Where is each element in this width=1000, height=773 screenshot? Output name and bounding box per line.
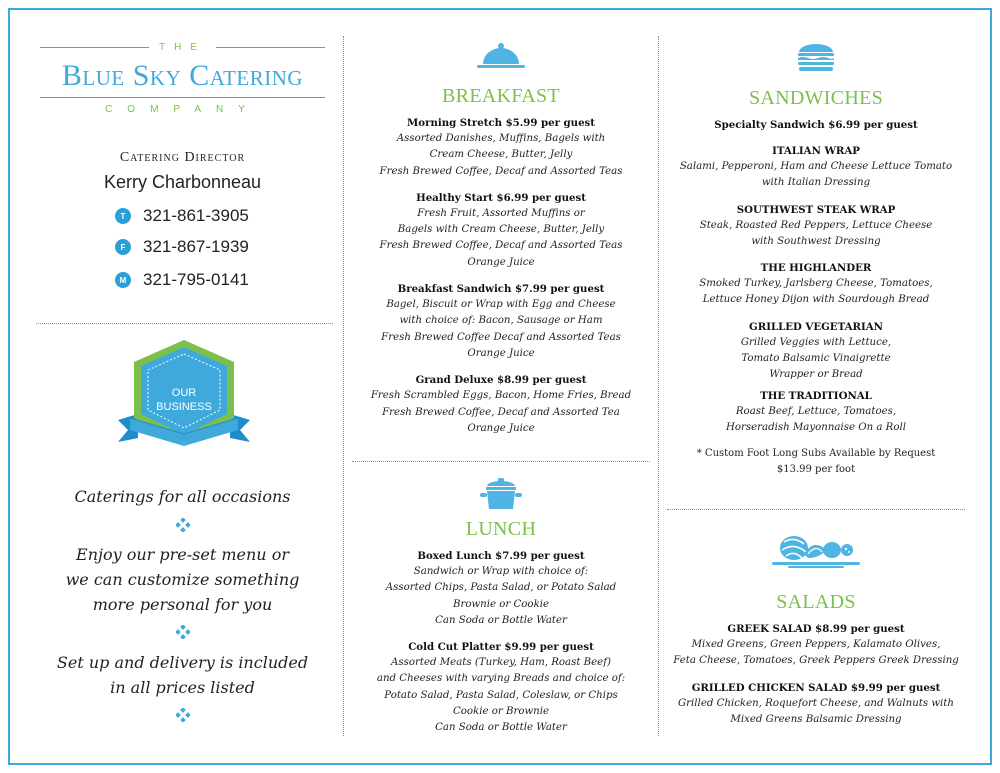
director-name: Kerry Charbonneau [103, 172, 262, 192]
menu-item: Morning Stretch $5.99 per guest Assorted Danishes, Muffins, Bagels with Cream Cheese, Butter, Jelly Fresh Brewed Coffee, Decaf and Assorted Teas [353, 115, 649, 180]
custom-subs-note: * Custom Foot Long Subs Available by Request $13.99 per foot [696, 448, 936, 476]
menu-item-title: Breakfast Sandwich $7.99 per guest [397, 283, 605, 296]
logo-company: COMPANY [105, 104, 260, 115]
lunch-section [353, 477, 649, 737]
phone-row [115, 206, 249, 226]
menu-item-title: GRILLED CHICKEN SALAD $9.99 per guest [691, 681, 941, 694]
menu-item-title: THE HIGHLANDER [760, 262, 872, 275]
menu-item: SOUTHWEST STEAK WRAP Steak, Roasted Red Peppers, Lettuce Cheese with Southwest Dressing [667, 202, 965, 251]
salads-title: SALADS [776, 591, 856, 613]
column-divider-1 [343, 36, 344, 736]
contact-block [40, 150, 325, 193]
logo-rule [40, 97, 325, 98]
column-divider-2 [658, 36, 659, 736]
menu-item-title: SOUTHWEST STEAK WRAP [736, 203, 896, 216]
tagline-2: Enjoy our pre-set menu or we can customize something more personal for you [65, 545, 300, 614]
menu-item: Boxed Lunch $7.99 per guest Sandwich or Wrap with choice of: Assorted Chips, Pasta Salad, or Potato Salad Brownie or Cookie Can Soda or Bottle Water [353, 548, 649, 629]
mobile-badge-icon: M [115, 272, 131, 288]
logo-the: THE [159, 42, 206, 53]
fax-number: 321-867-1939 [143, 237, 249, 256]
sandwiches-salads-divider [667, 509, 965, 510]
diamond-separator-icon [176, 625, 190, 639]
menu-item-title: Morning Stretch $5.99 per guest [407, 117, 595, 129]
director-title: Catering Director [119, 150, 246, 165]
menu-item: THE HIGHLANDER Smoked Turkey, Jarlsberg Cheese, Tomatoes, Lettuce Honey Dijon with Sourdough Bread [667, 260, 965, 309]
logo-name: Blue Sky Catering [61, 59, 304, 92]
our-business-badge [116, 338, 252, 454]
menu-item: GREEK SALAD $8.99 per guest Mixed Greens, Green Peppers, Kalamato Olives, Feta Cheese, Tomatoes, Greek Peppers Greek Dressing [667, 621, 965, 670]
breakfast-title: BREAKFAST [442, 85, 560, 107]
phone-row [115, 237, 249, 257]
salad-icon [768, 532, 864, 572]
menu-item-title: Boxed Lunch $7.99 per guest [417, 550, 585, 562]
menu-item-title: ITALIAN WRAP [772, 145, 860, 157]
company-logo [40, 42, 325, 115]
tagline-3: Set up and delivery is included in all prices listed [56, 653, 309, 697]
breakfast-lunch-divider [352, 461, 650, 462]
tagline-1: Caterings for all occasions [74, 487, 291, 506]
menu-item: Cold Cut Platter $9.99 per guest Assorted Meats (Turkey, Ham, Roast Beef) and Cheeses with varying Breads and choice of: Potato Salad, Pasta Salad, Coleslaw, or Chips Cookie or Brownie Can Soda or Bottle Water [353, 639, 649, 736]
diamond-separator-icon [176, 708, 190, 722]
menu-item: THE TRADITIONAL Roast Beef, Lettuce, Tomatoes, Horseradish Mayonnaise On a Roll [667, 388, 965, 437]
menu-item-title: GREEK SALAD $8.99 per guest [727, 623, 905, 635]
phone-number: 321-861-3905 [143, 206, 249, 225]
menu-item: GRILLED VEGETARIAN Grilled Veggies with Lettuce, Tomato Balsamic Vinaigrette Wrapper or Bread [667, 319, 965, 384]
menu-item: Breakfast Sandwich $7.99 per guest Bagel, Biscuit or Wrap with Egg and Cheese with choice of: Bacon, Sausage or Ham Fresh Brewed Coffee Decaf and Assorted Teas Orange Juice [353, 281, 649, 362]
sandwiches-section [667, 42, 965, 478]
pot-icon [479, 477, 523, 511]
cloche-icon [475, 42, 527, 72]
menu-item-title: GRILLED VEGETARIAN [749, 320, 883, 333]
diamond-separator-icon [176, 518, 190, 532]
menu-item: GRILLED CHICKEN SALAD $9.99 per guest Grilled Chicken, Roquefort Cheese, and Walnuts with Mixed Greens Balsamic Dressing [667, 680, 965, 729]
menu-item: Healthy Start $6.99 per guest Fresh Fruit, Assorted Muffins or Bagels with Cream Cheese, Butter, Jelly Fresh Brewed Coffee, Decaf and Assorted Teas Orange Juice [353, 190, 649, 271]
menu-item-title: THE TRADITIONAL [760, 389, 872, 402]
logo-the-row [40, 42, 325, 53]
menu-item-title: Grand Deluxe $8.99 per guest [415, 374, 587, 387]
lunch-title: LUNCH [465, 518, 537, 540]
salads-section [667, 532, 965, 728]
breakfast-section [353, 42, 649, 437]
phone-badge-icon: T [115, 208, 131, 224]
menu-item: ITALIAN WRAP Salami, Pepperoni, Ham and Cheese Lettuce Tomato with Italian Dressing [667, 143, 965, 192]
menu-item: Grand Deluxe $8.99 per guest Fresh Scrambled Eggs, Bacon, Home Fries, Bread Fresh Brewed Coffee, Decaf and Assorted Tea Orange Juice [353, 372, 649, 437]
sandwiches-intro: Specialty Sandwich $6.99 per guest [714, 119, 918, 131]
mobile-number: 321-795-0141 [143, 270, 249, 289]
menu-item-title: Healthy Start $6.99 per guest [416, 191, 586, 204]
badge-line-1: OUR [171, 387, 197, 399]
sandwich-icon [796, 42, 836, 72]
badge-line-2: BUSINESS [156, 401, 212, 413]
sandwiches-title: SANDWICHES [748, 87, 884, 109]
phone-row [115, 270, 249, 290]
left-divider [36, 323, 333, 324]
menu-item-title: Cold Cut Platter $9.99 per guest [408, 641, 594, 654]
fax-badge-icon: F [115, 239, 131, 255]
